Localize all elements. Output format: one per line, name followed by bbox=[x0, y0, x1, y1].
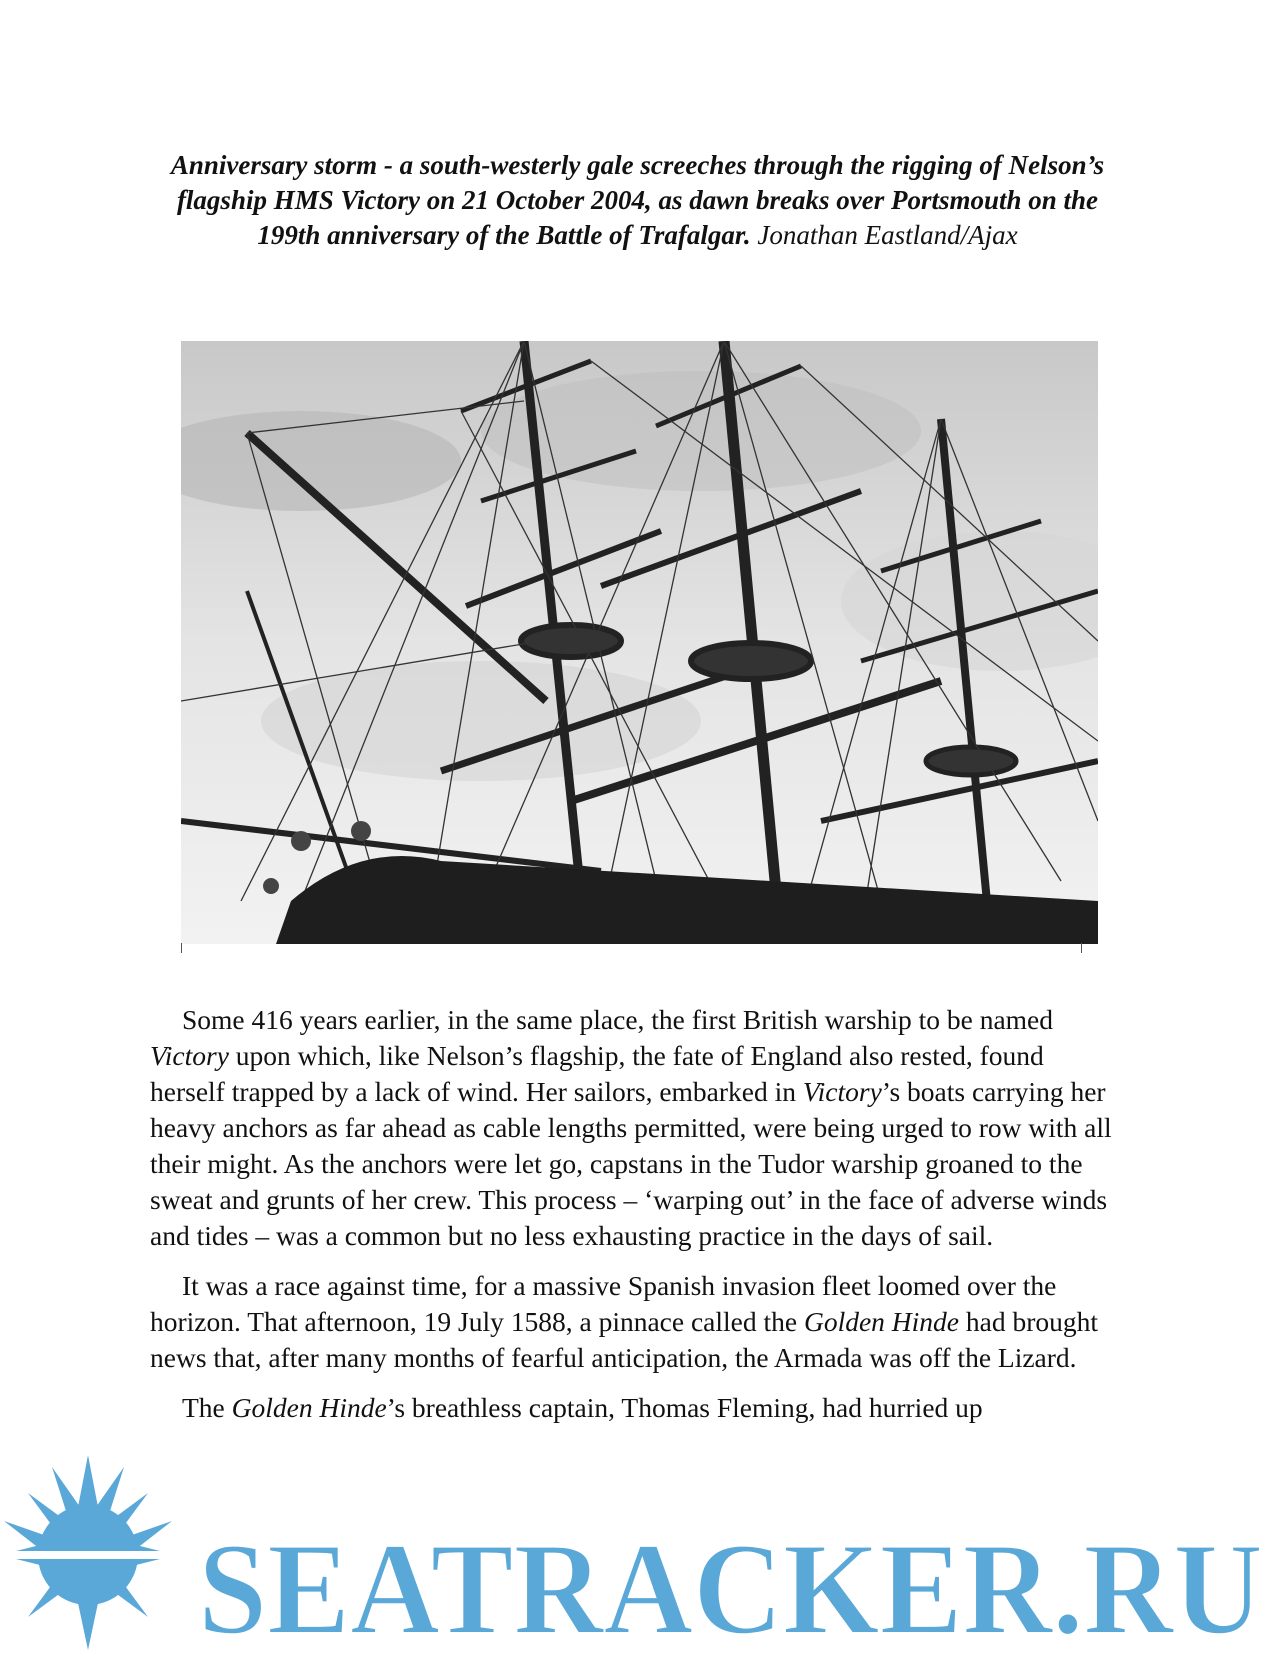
p2-italic-golden-hinde: Golden Hinde bbox=[803, 1306, 959, 1337]
p3-text-c: ’s breathless captain, Thomas Fleming, had hurried up bbox=[386, 1392, 983, 1423]
p1-italic-victory-2: Victory bbox=[802, 1076, 882, 1107]
photo-credit: Jonathan Eastland/Ajax bbox=[757, 220, 1018, 250]
watermark-text: SEATRACKER.RU bbox=[198, 1515, 1263, 1650]
p1-text-c: upon which, like Nelson’s flagship, the fate of England also rested, found herself trapped by a lack of wind. Her sailors, embarked in bbox=[150, 1040, 1044, 1107]
article-body bbox=[150, 1002, 1125, 1440]
photo-caption bbox=[150, 148, 1125, 253]
p2-text-a: It was a race against time, for a massive Spanish invasion fleet loomed over the horizon. That afternoon, 19 July 1588, a pinnace called the bbox=[150, 1270, 1057, 1337]
p3-text-a: The bbox=[182, 1392, 232, 1423]
paragraph-1 bbox=[150, 1002, 1125, 1254]
paragraph-2 bbox=[150, 1268, 1125, 1376]
p1-text-e: ’s boats carrying her heavy anchors as far ahead as cable lengths permitted, were being urged to row with all their might. As the anchors were let go, capstans in the Tudor warship groaned to the sweat and grunts of her crew. This process – ‘warping out’ in the face of adverse winds and tides – was a common but no less exhausting practice in the days of sail. bbox=[150, 1076, 1112, 1251]
seatracker-watermark bbox=[0, 1455, 1275, 1650]
paragraph-3 bbox=[150, 1390, 1125, 1426]
ship-rigging-photo bbox=[181, 341, 1098, 944]
p1-italic-victory: Victory bbox=[150, 1040, 229, 1071]
p3-italic-golden-hinde: Golden Hinde bbox=[231, 1392, 387, 1423]
caption-text: Anniversary storm - a south-westerly gale screeches through the rigging of Nelson’s flagship HMS Victory on 21 October 2004, as dawn breaks over Portsmouth on the 199th anniversary of the Battle of Trafalgar. bbox=[170, 150, 1105, 250]
p2-text-c: had brought news that, after many months of fearful anticipation, the Armada was off the Lizard. bbox=[150, 1306, 1099, 1373]
photo-frame-tick-left bbox=[181, 943, 182, 953]
p1-text-a: Some 416 years earlier, in the same place, the first British warship to be named bbox=[182, 1004, 1054, 1035]
photo-frame-tick-right bbox=[1081, 943, 1082, 953]
